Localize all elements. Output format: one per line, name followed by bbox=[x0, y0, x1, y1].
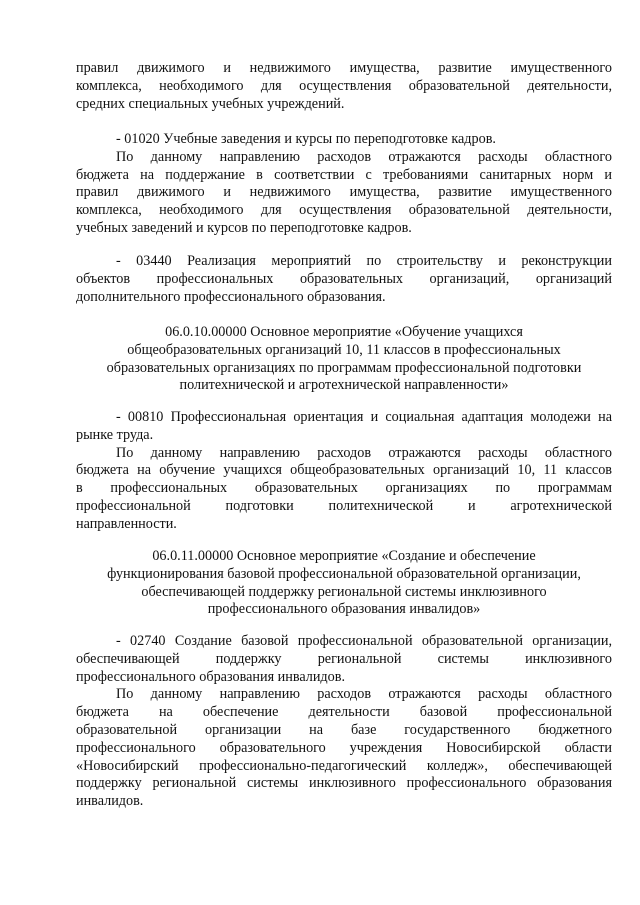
text-line: средних специальных учебных учреждений. bbox=[76, 95, 345, 112]
heading-line: общеобразовательных организаций 10, 11 классов в профессиональных bbox=[127, 341, 561, 358]
text-line: дополнительного профессионального образования. bbox=[76, 288, 386, 305]
text-line: рынке труда. bbox=[76, 426, 154, 443]
text-line: - 03440 Реализация мероприятий по строительству и реконструкции bbox=[116, 253, 612, 269]
text-line: учебных заведений и курсов по переподготовке кадров. bbox=[76, 219, 412, 236]
text-line: По данному направлению расходов отражаются расходы областного bbox=[116, 148, 612, 165]
text-line: бюджета на обеспечение деятельности базовой профессиональной bbox=[76, 704, 612, 721]
text-line: По данному направлению расходов отражаются расходы областного bbox=[116, 686, 612, 703]
text-line: бюджета на обучение учащихся общеобразовательных организаций 10, 11 классов bbox=[76, 462, 612, 479]
text-line: направленности. bbox=[76, 515, 177, 532]
heading-line: 06.0.10.00000 Основное мероприятие «Обучение учащихся bbox=[165, 324, 523, 340]
text-line: правил движимого и недвижимого имущества, развитие имущественного bbox=[76, 60, 612, 76]
paragraph-03440 bbox=[76, 253, 612, 306]
text-line: По данному направлению расходов отражаются расходы областного bbox=[116, 444, 612, 461]
text-line: профессионального образования инвалидов. bbox=[76, 668, 345, 685]
heading-line: обеспечивающей поддержку региональной системы инклюзивного bbox=[141, 583, 547, 600]
paragraph-02740 bbox=[76, 633, 612, 811]
text-line: - 00810 Профессиональная ориентация и социальная адаптация молодежи на bbox=[116, 409, 612, 425]
text-line: «Новосибирский профессионально-педагогический колледж», обеспечивающей bbox=[76, 757, 612, 774]
text-line: профессионального образовательного учреждения Новосибирской области bbox=[76, 739, 612, 756]
section-heading-06-0-11 bbox=[76, 548, 612, 619]
text-line: инвалидов. bbox=[76, 793, 144, 810]
heading-line: 06.0.11.00000 Основное мероприятие «Создание и обеспечение bbox=[152, 548, 536, 564]
text-line: в профессиональных образовательных организациях по программам bbox=[76, 480, 612, 497]
section-heading-06-0-10 bbox=[76, 324, 612, 395]
text-line: профессиональной подготовки политехнической и агротехнической bbox=[76, 497, 612, 514]
paragraph-01020 bbox=[76, 131, 612, 238]
text-line: поддержку региональной системы инклюзивного профессионального образования bbox=[76, 775, 612, 792]
text-line: обеспечивающей поддержку региональной системы инклюзивного bbox=[76, 650, 612, 667]
heading-line: политехнической и агротехнической направленности» bbox=[179, 377, 509, 394]
text-line: бюджета на поддержание в соответствии с требованиями санитарных норм и bbox=[76, 166, 612, 183]
paragraph-continuation bbox=[76, 60, 612, 113]
heading-line: образовательных организациях по программам профессиональной подготовки bbox=[106, 359, 582, 376]
text-line: комплекса, необходимого для осуществления образовательной деятельности, bbox=[76, 77, 612, 94]
heading-line: функционирования базовой профессиональной образовательной организации, bbox=[107, 565, 581, 582]
text-line: комплекса, необходимого для осуществления образовательной деятельности, bbox=[76, 202, 612, 219]
paragraph-00810 bbox=[76, 409, 612, 534]
text-line: объектов профессиональных образовательных организаций, организаций bbox=[76, 270, 612, 287]
text-line: образовательной организации на базе государственного бюджетного bbox=[76, 721, 612, 738]
text-line: - 01020 Учебные заведения и курсы по переподготовке кадров. bbox=[116, 131, 496, 147]
text-line: правил движимого и недвижимого имущества, развитие имущественного bbox=[76, 184, 612, 201]
text-line: - 02740 Создание базовой профессиональной образовательной организации, bbox=[116, 633, 612, 649]
heading-line: профессионального образования инвалидов» bbox=[207, 601, 481, 618]
